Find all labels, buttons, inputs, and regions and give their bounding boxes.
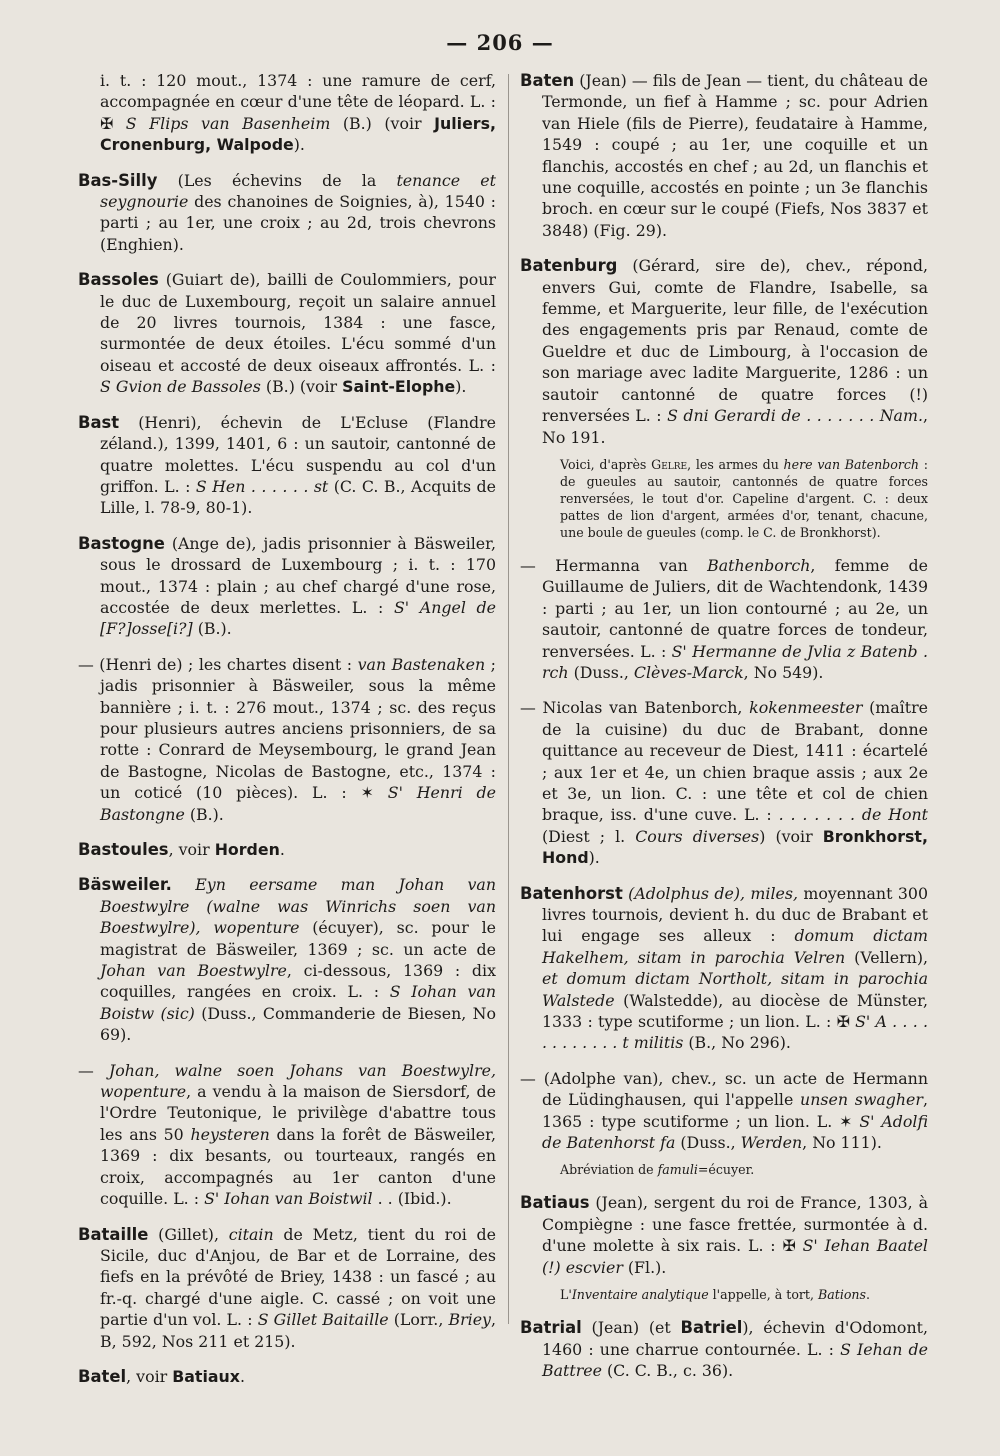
entry-text: S' Iohan van Boistwil — [204, 1189, 373, 1209]
page-number: — 206 — — [446, 30, 554, 55]
entry-text: Eyn eersame man Johan van Boestwylre (walne was Winrichs soen van Boestwylre), wopenture — [100, 875, 496, 938]
entry-text: Briey — [448, 1310, 491, 1330]
entry-text: (Les échevins de la — [157, 170, 397, 190]
entry-text: ✶ — [839, 1111, 853, 1131]
entry-text: Bations — [818, 1287, 867, 1303]
entry-text: Abréviation de — [560, 1162, 658, 1178]
dictionary-entry — [78, 874, 496, 1045]
entry-headword: Batenburg — [520, 256, 618, 276]
entry-text: . — [866, 1287, 871, 1303]
entry-text: — — [78, 1060, 109, 1080]
entry-text: van Bastenaken — [357, 654, 486, 674]
entry-text: =écuyer. — [697, 1162, 755, 1178]
entry-text: , B, 592, Nos 211 et 215). — [100, 1310, 497, 1351]
entry-text: ✶ — [360, 783, 374, 803]
entry-text: L' — [560, 1287, 572, 1303]
entry-text: tenance et seygnourie — [100, 170, 496, 212]
entry-text: S Iehan de Battree — [542, 1339, 928, 1380]
entry-text: (Walstedde), au diocèse de Münster, 1333 : type scutiforme ; un lion. L. : — [542, 990, 928, 1032]
entry-text: ). — [293, 135, 305, 155]
entry-text: i. t. : 120 mout., 1374 : une ramure de cerf, accompagnée en cœur d'une tête de léopard. L. : — [100, 71, 496, 112]
entry-text: (Gérard, sire de), chev., répond, envers Gui, comte de Flandre, Isabelle, sa femme, et Marguerite, leur fille, de l'exécution des engagements pris par Renaud, comte de Gueldre et duc de Limbourg, à l'occasion de son mariage avec ladite Marguerite, 1286 : un sautoir cantonné de quatre forces (!) renversées L. : — [542, 256, 928, 426]
entry-text: famuli — [657, 1162, 698, 1178]
entry-text: , voir — [168, 840, 215, 859]
entry-text: (B.). — [192, 619, 232, 639]
entry-text: (Guiart de), bailli de Coulommiers, pour le duc de Luxembourg, reçoit un salaire annuel de 20 livres tournois, 1384 : une fasce, surmontée de deux étoiles. L'écu sommé d'un oiseau et accosté de deux oiseaux affrontés. L. : — [100, 270, 496, 375]
footnote — [560, 456, 928, 541]
entry-text: — (Henri de) ; les chartes disent : — [78, 654, 358, 674]
entry-text: citain — [228, 1224, 274, 1244]
entry-text: , No 549). — [743, 662, 824, 682]
right-column — [520, 70, 928, 1395]
entry-text: . — [279, 840, 285, 859]
entry-text: S' Hermanne de Jvlia z Batenb . rch — [542, 641, 929, 682]
entry-text: (Vellern), — [845, 947, 928, 967]
entry-text: Werden — [740, 1133, 803, 1153]
cross-reference: Horden — [214, 840, 280, 859]
entry-text: S Gillet Baitaille — [257, 1310, 389, 1330]
entry-text: S dni Gerardi de . . . . . . . Nam. — [667, 406, 923, 426]
entry-text: Inventaire analytique — [571, 1287, 709, 1303]
entry-text: des chanoines de Soignies, à), 1540 : parti ; au 1er, une croix ; au 2d, trois chevrons (Enghien). — [100, 192, 496, 254]
entry-text: Cours diverses — [635, 826, 760, 846]
dictionary-entry — [78, 654, 496, 825]
column-divider — [508, 74, 509, 1324]
dictionary-entry — [78, 412, 496, 519]
entry-text: domum dictam Hakelhem, sitam in parochia Velren — [542, 926, 928, 967]
entry-text: (Ange de), jadis prisonnier à Bäsweiler, sous le drossard de Luxembourg ; i. t. : 170 mout., 1374 : plain ; au chef chargé d'une rose, accostée de deux merlettes. L. : — [100, 533, 496, 617]
dictionary-entry — [78, 269, 496, 397]
entry-text: ✠ — [836, 1012, 850, 1032]
entry-headword: Baten — [520, 71, 575, 90]
entry-text: (maître de la cuisine) du duc de Brabant, donne quittance au receveur de Diest, 1411 : écartelé ; aux 1er et 4e, un chien braque assis ; aux 2e et 3e, un lion. C. : une tête et col de chien braque, iss. d'une cuve. L. : — [542, 698, 928, 825]
entry-text: (B.). — [184, 804, 224, 824]
entry-text: , No 111). — [802, 1133, 882, 1153]
entry-text: (B.) (voir — [260, 377, 343, 397]
entry-text: (C. C. B., Acquits de Lille, l. 78-9, 80-1). — [100, 476, 497, 518]
dictionary-entry — [78, 1060, 496, 1210]
dictionary-entry — [520, 697, 928, 868]
entry-text: S Hen . . . . . . st — [195, 476, 329, 496]
entry-text: — Nicolas van Batenborch, — [520, 698, 750, 718]
entry-text: S Flips van Basenheim — [113, 113, 331, 133]
entry-text: S' Adolfi de Batenhorst fa — [542, 1111, 928, 1153]
entry-text: (Duss., — [675, 1133, 741, 1153]
entry-text: S' A . . . . . . . . . . . . t militis — [542, 1012, 928, 1053]
entry-text: — Hermanna van — [520, 555, 708, 575]
footnote — [560, 1161, 928, 1178]
dictionary-entry — [78, 1366, 496, 1387]
entry-text: (B.) (voir — [330, 113, 435, 133]
entry-text: , voir — [126, 1366, 173, 1386]
dictionary-entry — [520, 1068, 928, 1154]
entry-headword: Bassoles — [78, 270, 159, 290]
entry-text: (Jean) (et — [581, 1318, 681, 1338]
entry-text: ; jadis prisonnier à Bäsweiler, sous la même bannière ; i. t. : 276 mout., 1374 ; sc. des reçus pour plusieurs autres anciens prisonniers, de sa rotte : Conrard de Meysembourg, le grand Jean de Bastogne, Nicolas de Bastogne, etc., 1374 : un coticé (10 pièces). L. : — [100, 654, 496, 803]
entry-text: dans la forêt de Bäsweiler, 1369 : dix besants, ou tourteaux, rangés en croix, accompagnés au 1er canton d'une coquille. L. : — [100, 1124, 496, 1209]
entry-text: S' Angel de [F?]osse[i?] — [100, 597, 496, 639]
dictionary-entry — [520, 883, 928, 1054]
entry-text: ✠ — [100, 113, 114, 133]
entry-text: S' Henri de Bastongne — [100, 783, 497, 824]
dictionary-entry — [520, 255, 928, 448]
entry-text: (B., No 296). — [683, 1033, 791, 1053]
entry-headword: Batenhorst — [520, 883, 623, 903]
entry-headword: Batrial — [520, 1318, 582, 1338]
entry-text: (C. C. B., c. 36). — [601, 1360, 734, 1380]
entry-text: de Metz, tient du roi de Sicile, duc d'Anjou, de Bar et de Lorraine, des fiefs en la prévôté de Briey, 1438 : un fascé ; au fr.-q. chargé d'une aigle. C. cassé ; on voit une partie d'un vol. L. : — [100, 1224, 496, 1330]
entry-text: ), échevin d'Odomont, 1460 : une charrue contournée. L. : — [542, 1318, 928, 1359]
entry-text: (Gillet), — [148, 1224, 229, 1244]
entry-text: , les armes du — [687, 456, 784, 472]
entry-headword: Bastoules — [78, 840, 169, 859]
cross-reference: Saint-Elophe — [342, 377, 456, 397]
dictionary-entry — [520, 70, 928, 241]
entry-text: — (Adolphe van), chev., sc. un acte de Hermann de Lüdinghausen, qui l'appelle — [520, 1068, 928, 1110]
entry-text: ✠ — [782, 1236, 796, 1256]
entry-text: Voici, d'après — [560, 456, 652, 472]
entry-headword: Bast — [78, 412, 120, 432]
entry-text: (Jean) — fils de Jean — tient, du château de Termonde, un fief à Hamme ; sc. pour Adrien van Hiele (fils de Pierre), feudataire à Hamme, 1549 : coupé ; au 1er, une coquille et un flanchis, accostés en chef ; au 2d, un flanchis et une coquille, accostés en pointe ; un 3e flanchis broch. en cœur sur le coupé (Fiefs, Nos 3837 et 3848) (Fig. 29). — [542, 71, 928, 240]
entry-text: S Iohan van Boistw (sic) — [100, 982, 496, 1023]
entry-text: . — [240, 1366, 246, 1386]
footnote — [560, 1286, 928, 1303]
entry-headword: Batel — [78, 1366, 127, 1386]
dictionary-entry — [78, 839, 496, 860]
entry-text: ). — [588, 848, 600, 868]
entry-text: , femme de Guillaume de Juliers, dit de Wachtendonk, 1439 : parti ; au 1er, un lion contourné ; au 2e, un sautoir, cantonné de quatre forces de tondeur, renversées. L. : — [542, 555, 929, 661]
dictionary-entry — [78, 1224, 496, 1352]
entry-text: S' Iehan Baatel (!) escvier — [542, 1236, 928, 1277]
dictionary-entry — [78, 170, 496, 256]
entry-text: (Duss., Commanderie de Biesen, No 69). — [100, 1003, 496, 1045]
entry-text: moyennant 300 livres tournois, devient h. du duc de Brabant et lui engage ses alleux : — [542, 883, 928, 946]
entry-headword: Bäsweiler. — [78, 875, 172, 895]
entry-text: (Adolphus de), miles, — [622, 883, 798, 903]
entry-text: (Duss., — [568, 662, 634, 682]
entry-text: l'appelle, à tort, — [708, 1287, 818, 1303]
entry-text: : de gueules au sautoir, cantonnés de quatre forces renversées, le tout d'or. Capeline d'argent. C. : deux pattes de lion d'argent, armées d'or, tenant, chacune, une boule de gueules (comp. le C. de Bronkhorst). — [560, 456, 928, 540]
cross-reference: Batiaux — [172, 1366, 240, 1386]
left-column — [78, 70, 496, 1401]
cross-reference: Juliers, Cronenburg, Walpode — [100, 113, 496, 155]
dictionary-entry — [520, 1317, 928, 1381]
entry-text: Gelre — [651, 456, 688, 472]
entry-text: ). — [455, 377, 467, 397]
entry-text: (Diest ; l. — [542, 826, 636, 846]
entry-text: . . . . . . . de Hont — [778, 805, 928, 825]
entry-headword: Bas-Silly — [78, 170, 158, 190]
dictionary-entry — [520, 1192, 928, 1278]
entry-text: (Jean), sergent du roi de France, 1303, à Compiègne : une fasce frettée, surmontée à d. d'une molette à six rais. L. : — [542, 1193, 928, 1256]
entry-text: , No 191. — [542, 406, 928, 447]
entry-headword: Batiaus — [520, 1193, 590, 1213]
entry-headword: Bastogne — [78, 533, 165, 553]
entry-text: Bathenborch — [707, 555, 811, 575]
dictionary-entry — [520, 555, 928, 683]
entry-text: et domum dictam Northolt, sitam in parochia Walstede — [542, 969, 928, 1010]
entry-text: Johan, walne soen Johans van Boestwylre, wopenture — [100, 1060, 496, 1102]
entry-text: (Fl.). — [622, 1257, 667, 1277]
entry-text: heysteren — [190, 1124, 270, 1144]
entry-text: . . (Ibid.). — [372, 1189, 452, 1209]
entry-text: (Henri), échevin de L'Ecluse (Flandre zéland.), 1399, 1401, 6 : un sautoir, cantonné de quatre molettes. L'écu suspendu au col d'un griffon. L. : — [100, 412, 496, 496]
entry-text: (Lorr., — [388, 1310, 449, 1330]
entry-headword: Batriel — [680, 1318, 743, 1338]
entry-text: unsen swagher — [800, 1090, 923, 1110]
entry-text: , 1365 : type scutiforme ; un lion. L. — [542, 1090, 928, 1131]
entry-text: ) (voir — [759, 826, 823, 846]
cross-reference: Bronkhorst, Hond — [542, 826, 928, 868]
entry-text: , a vendu à la maison de Siersdorf, de l'Ordre Teutonique, le privilège d'abattre tous les ans 50 — [100, 1082, 496, 1144]
entry-text: Johan van Boestwylre — [100, 961, 287, 981]
entry-text: S Gvion de Bassoles — [100, 377, 261, 397]
entry-text: here van Batenborch — [783, 456, 920, 472]
dictionary-entry — [78, 533, 496, 640]
entry-text: kokenmeester — [749, 698, 863, 718]
dictionary-entry — [78, 70, 496, 156]
entry-headword: Bataille — [78, 1224, 149, 1244]
entry-text: Clèves-Marck — [633, 662, 744, 682]
entry-text: (écuyer), sc. pour le magistrat de Bäsweiler, 1369 ; sc. un acte de — [100, 918, 496, 959]
entry-text: , ci-dessous, 1369 : dix coquilles, rangées en croix. L. : — [100, 961, 496, 1002]
